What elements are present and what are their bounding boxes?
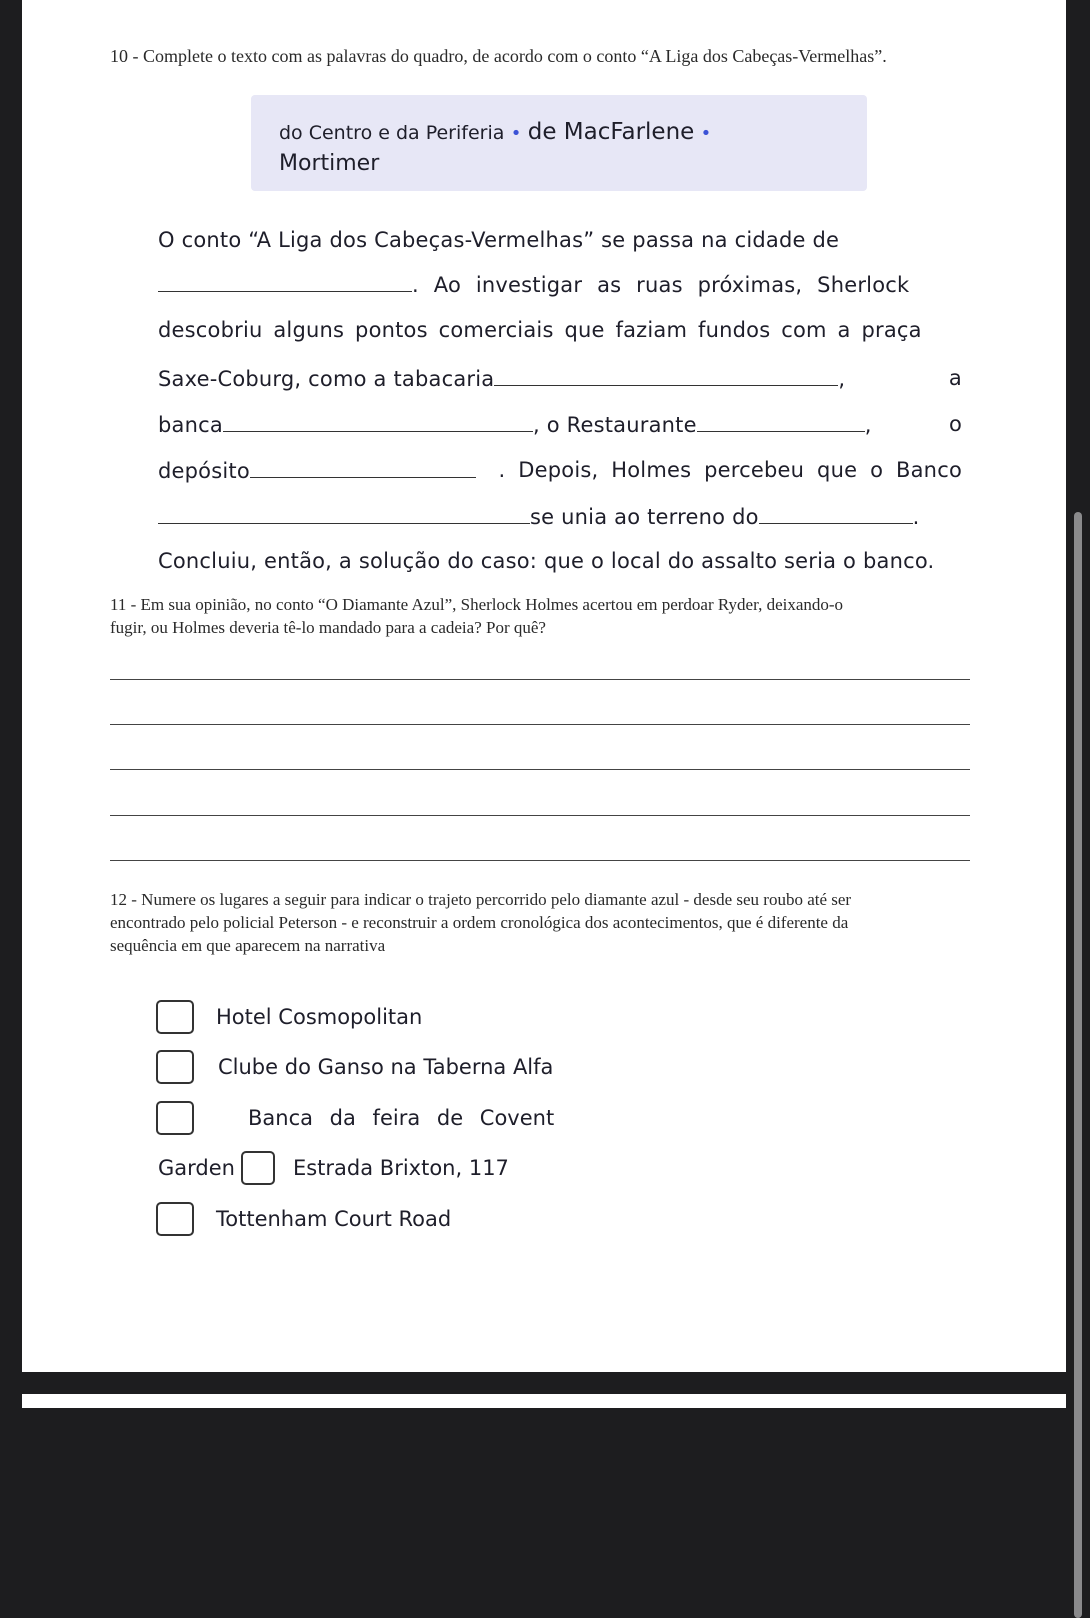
route-item-3: Banca da feira de Covent xyxy=(156,1101,554,1135)
word-box-item-1: do Centro e da Periferia xyxy=(279,122,505,144)
number-checkbox[interactable] xyxy=(156,1050,194,1084)
blank-terreno[interactable] xyxy=(759,504,913,524)
number-checkbox[interactable] xyxy=(156,1101,194,1135)
fill-text-line-2: . Ao investigar as ruas próximas, Sherlock xyxy=(158,272,909,297)
bullet-icon: • xyxy=(700,123,712,144)
bullet-icon: • xyxy=(510,123,522,144)
answer-line[interactable] xyxy=(110,679,970,680)
fill-text-line-3: descobriu alguns pontos comerciais que faziam fundos com a praça xyxy=(158,318,922,342)
answer-line[interactable] xyxy=(110,724,970,725)
number-checkbox[interactable] xyxy=(156,1202,194,1236)
blank-banco[interactable] xyxy=(158,504,530,524)
word-box-item-2: de MacFarlene xyxy=(527,119,695,145)
scrollbar-thumb[interactable] xyxy=(1074,512,1082,1618)
blank-restaurante[interactable] xyxy=(697,412,865,432)
question-11-prompt-line-1: 11 - Em sua opinião, no conto “O Diamante Azul”, Sherlock Holmes acertou em perdoar Ryder, deixando-o xyxy=(110,595,844,614)
number-checkbox[interactable] xyxy=(241,1151,275,1185)
answer-line[interactable] xyxy=(110,769,970,770)
fill-text-line-7: se unia ao terreno do . xyxy=(158,504,920,529)
blank-banca[interactable] xyxy=(223,412,533,432)
fill-text-line-8: Concluiu, então, a solução do caso: que o local do assalto seria o banco. xyxy=(158,549,935,573)
next-page-edge xyxy=(22,1394,1066,1408)
answer-line[interactable] xyxy=(110,815,970,816)
fill-text-line-1: O conto “A Liga dos Cabeças-Vermelhas” se passa na cidade de xyxy=(158,228,840,252)
route-item-2: Clube do Ganso na Taberna Alfa xyxy=(156,1050,553,1084)
fill-text-line-4: Saxe-Coburg, como a tabacaria , a xyxy=(158,366,962,391)
route-item-1: Hotel Cosmopolitan xyxy=(156,1000,422,1034)
question-10-prompt: 10 - Complete o texto com as palavras do quadro, de acordo com o conto “A Liga dos Cabeças-Vermelhas”. xyxy=(110,46,887,66)
word-box-line-1 xyxy=(279,119,711,145)
route-item-5: Tottenham Court Road xyxy=(156,1202,451,1236)
route-item-4: Garden Estrada Brixton, 117 xyxy=(158,1151,509,1185)
question-12-prompt-line-2: encontrado pelo policial Peterson - e reconstruir a ordem cronológica dos acontecimentos, que é diferente da xyxy=(110,913,849,932)
question-12-prompt-line-1: 12 - Numere os lugares a seguir para indicar o trajeto percorrido pelo diamante azul - desde seu roubo até ser xyxy=(110,890,852,909)
word-box xyxy=(251,95,867,191)
word-box-item-3: Mortimer xyxy=(279,151,380,176)
fill-text-line-6: depósito . Depois, Holmes percebeu que o Banco xyxy=(158,458,962,483)
question-12-prompt-line-3: sequência em que aparecem na narrativa xyxy=(110,936,386,955)
blank-deposito[interactable] xyxy=(250,458,476,478)
worksheet-page xyxy=(22,0,1066,1372)
number-checkbox[interactable] xyxy=(156,1000,194,1034)
blank-tabacaria[interactable] xyxy=(494,366,838,386)
answer-line[interactable] xyxy=(110,860,970,861)
question-11-prompt-line-2: fugir, ou Holmes deveria tê-lo mandado para a cadeia? Por quê? xyxy=(110,618,546,637)
blank-city[interactable] xyxy=(158,272,412,292)
fill-text-line-5: banca , o Restaurante , o xyxy=(158,412,962,437)
